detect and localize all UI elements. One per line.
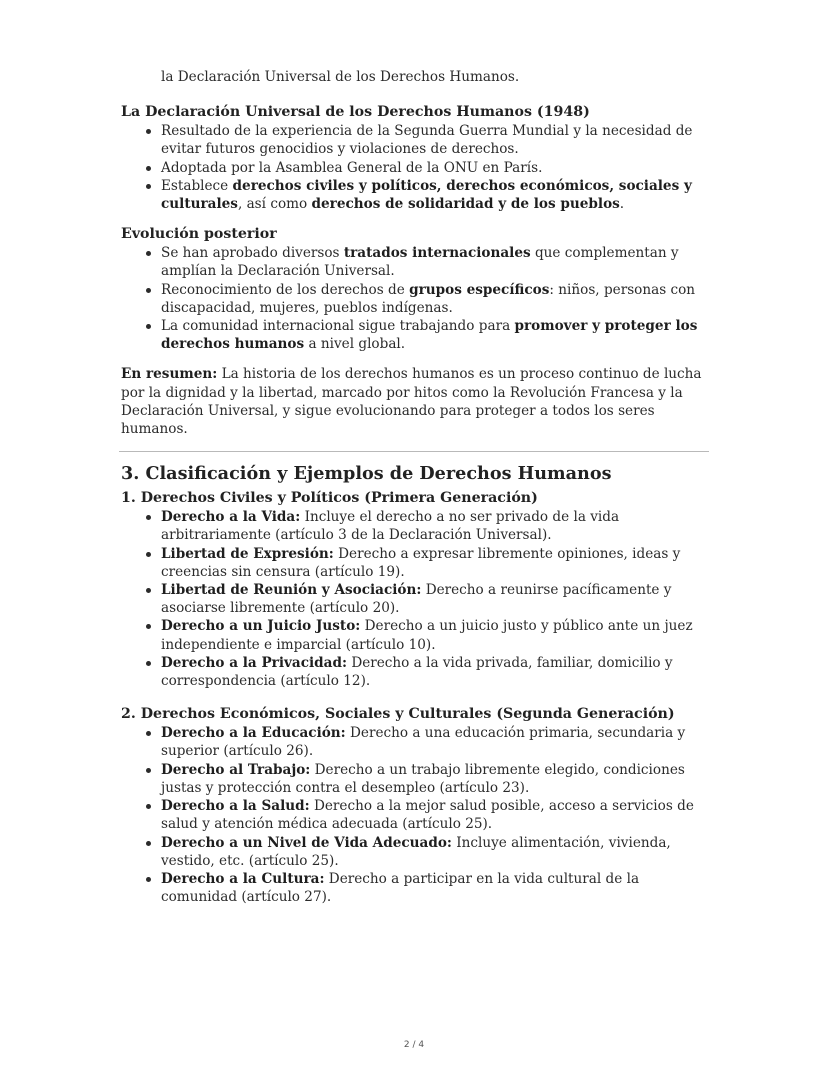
item-desc: Derecho a la vida privada, familiar, domicilio y correspondencia (artículo 12). [161, 654, 673, 690]
list-item [161, 545, 711, 581]
item-text: : niños, personas con discapacidad, mujeres, pueblos indígenas. [161, 281, 696, 316]
item-term: Derecho al Trabajo: [161, 761, 311, 778]
item-text: , así como [237, 196, 312, 213]
item-desc: Derecho a la mejor salud posible, acceso a servicios de salud y atención médica adecuada (artículo 25). [161, 798, 694, 833]
list-item: Resultado de la experiencia de la Segunda Guerra Mundial y la necesidad de evitar futuros genocidios y violaciones de derechos. [161, 122, 711, 158]
item-term: Derecho a un Nivel de Vida Adecuado: [161, 834, 452, 851]
item-desc: Incluye alimentación, vivienda, vestido, etc. (artículo 25). [161, 834, 671, 869]
item-text: Establece [161, 177, 233, 194]
page-number: 2 / 4 [403, 1040, 425, 1050]
udhr-heading: La Declaración Universal de los Derechos Humanos (1948) [121, 104, 590, 121]
item-desc: Incluye el derecho a no ser privado de la vida arbitrariamente (artículo 3 de la Declaración Universal). [161, 509, 620, 544]
list-item [161, 581, 711, 617]
page-content [121, 68, 711, 906]
item-desc: Derecho a una educación primaria, secundaria y superior (artículo 26). [161, 725, 686, 760]
list-item [161, 617, 711, 653]
section-title: 3. Clasificación y Ejemplos de Derechos Humanos [121, 463, 612, 485]
item-text: La comunidad internacional sigue trabajando para [161, 318, 515, 335]
list-item [161, 508, 711, 544]
summary-label: En resumen: [121, 366, 218, 383]
item-desc: Derecho a participar en la vida cultural de la comunidad (artículo 27). [161, 870, 640, 906]
evolution-list [121, 244, 711, 353]
list-item: Adoptada por la Asamblea General de la ONU en París. [161, 159, 711, 177]
item-bold: derechos de solidaridad y de los pueblos [311, 196, 620, 213]
item-term: Derecho a la Privacidad: [161, 654, 347, 671]
item-desc: Derecho a expresar libremente opiniones, ideas y creencias sin censura (artículo 19). [161, 545, 681, 580]
civil-rights-list [121, 508, 711, 690]
list-item [161, 317, 711, 353]
evolution-heading: Evolución posterior [121, 226, 277, 243]
group-heading-civil: 1. Derechos Civiles y Políticos (Primera Generación) [121, 490, 538, 507]
item-bold: tratados internacionales [343, 245, 531, 262]
item-bold: promover y proteger los derechos humanos [161, 318, 698, 353]
item-term: Derecho a la Educación: [161, 725, 346, 742]
list-item [161, 244, 711, 280]
item-term: Libertad de Expresión: [161, 545, 334, 562]
udhr-list [121, 122, 711, 213]
item-text: a nivel global. [304, 336, 406, 353]
item-text: Reconocimiento de los derechos de [161, 281, 410, 298]
list-item [161, 834, 711, 870]
intro-continuation: la Declaración Universal de los Derechos Humanos. [161, 69, 520, 85]
item-text: Se han aprobado diversos [161, 245, 344, 262]
list-item [161, 724, 711, 760]
item-term: Derecho a la Salud: [161, 798, 310, 815]
item-term: Derecho a la Cultura: [161, 870, 325, 887]
group-heading-economic: 2. Derechos Económicos, Sociales y Culturales (Segunda Generación) [121, 706, 675, 723]
item-desc: Derecho a reunirse pacíficamente y asociarse libremente (artículo 20). [161, 582, 672, 617]
item-desc: Derecho a un juicio justo y público ante un juez independiente e imparcial (artículo 10). [161, 618, 693, 653]
item-desc: Derecho a un trabajo libremente elegido, condiciones justas y protección contra el desempleo (artículo 23). [161, 761, 685, 796]
list-item [161, 654, 711, 690]
item-text: . [619, 196, 625, 213]
item-bold: grupos específicos [409, 281, 550, 298]
summary-paragraph [121, 365, 711, 438]
list-item [161, 870, 711, 906]
summary-text: La historia de los derechos humanos es un proceso continuo de lucha por la dignidad y la libertad, marcado por hitos como la Revolución Francesa y la Declaración Universal, y sigue evolucionando para proteger a todos los seres humanos. [121, 366, 702, 438]
item-term: Libertad de Reunión y Asociación: [161, 582, 422, 599]
economic-rights-list [121, 724, 711, 906]
list-item [161, 177, 711, 213]
item-text: que complementan y amplían la Declaración Universal. [161, 245, 679, 280]
item-bold: derechos civiles y políticos, derechos económicos, sociales y culturales [161, 177, 692, 213]
list-item [161, 761, 711, 797]
list-item [161, 797, 711, 833]
item-term: Derecho a un Juicio Justo: [161, 618, 361, 635]
list-item [161, 281, 711, 317]
section-divider [119, 451, 709, 452]
item-term: Derecho a la Vida: [161, 509, 301, 526]
